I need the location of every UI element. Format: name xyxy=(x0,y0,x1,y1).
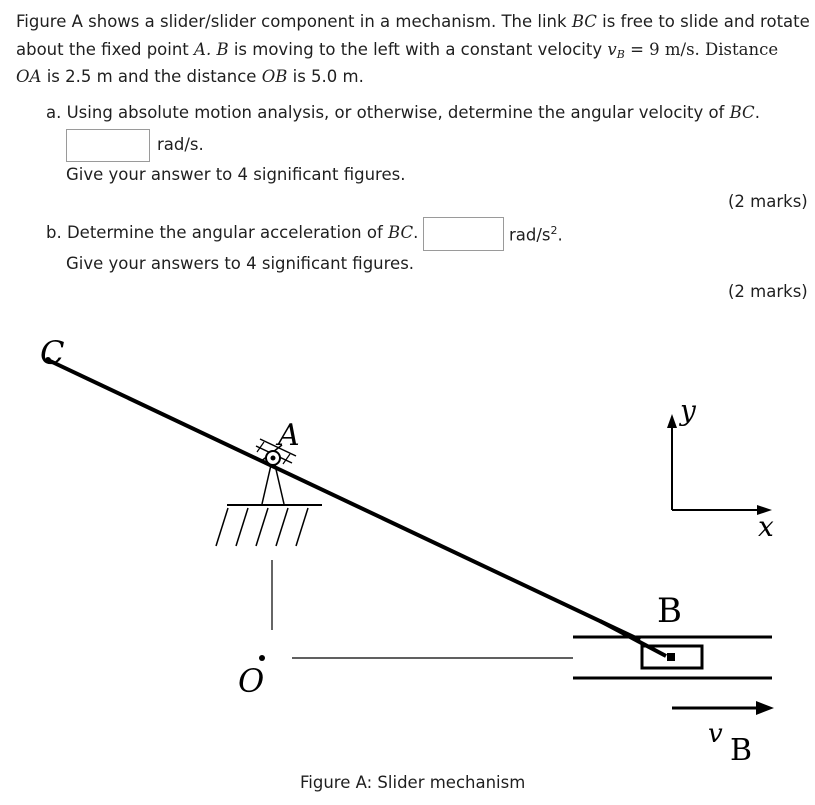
point-a-symbol: A. xyxy=(194,40,212,59)
intro-text-3a: is 2.5 m and the distance xyxy=(46,67,257,86)
distance-ob-symbol: OB xyxy=(261,67,288,86)
velocity-sub: B xyxy=(616,48,625,61)
intro-text-2c: = 9 m/s. Distance xyxy=(630,40,779,59)
part-a-instruction: Give your answer to 4 significant figures. xyxy=(66,165,406,184)
point-o-dot xyxy=(259,655,265,661)
part-b-link-symbol: BC xyxy=(388,223,414,242)
part-a-period: . xyxy=(754,103,760,122)
part-a-unit: rad/s. xyxy=(157,135,204,154)
part-a-marks: (2 marks) xyxy=(728,192,808,211)
part-b-prompt-text: b. Determine the angular acceleration of xyxy=(46,223,383,242)
link-bc xyxy=(48,360,640,640)
label-vb-v: v xyxy=(708,719,723,749)
part-b-instruction: Give your answers to 4 significant figures. xyxy=(66,254,415,273)
part-b-unit-sup: 2 xyxy=(550,224,558,237)
part-a-link-symbol: BC xyxy=(729,103,755,122)
part-b-period: . xyxy=(413,223,419,242)
point-b-symbol: B xyxy=(216,40,229,59)
part-b-unit-end: . xyxy=(557,225,563,245)
link-bc-symbol: BC xyxy=(571,12,597,31)
label-vb-b: B xyxy=(730,733,753,768)
label-b: B xyxy=(657,591,682,631)
intro-text-1: Figure A shows a slider/slider component in a mechanism. The link xyxy=(16,12,567,31)
part-b-marks: (2 marks) xyxy=(728,282,808,301)
part-b-unit-text: rad/s xyxy=(509,225,551,245)
label-x: x xyxy=(758,510,774,543)
figure-caption: Figure A: Slider mechanism xyxy=(300,773,526,792)
intro-text-3b: is 5.0 m. xyxy=(292,67,364,86)
pivot-a xyxy=(216,439,322,546)
part-a-prompt-text: a. Using absolute motion analysis, or otherwise, determine the angular velocity of xyxy=(46,103,725,122)
axes xyxy=(667,414,772,515)
distance-oa-symbol: OA xyxy=(16,67,42,86)
label-a: A xyxy=(278,418,300,453)
intro-text-1b: is free to slide and rotate xyxy=(602,12,810,31)
velocity-arrow xyxy=(672,701,774,715)
intro-text-2b: is moving to the left with a constant velocity xyxy=(233,40,603,59)
label-y: y xyxy=(680,394,696,427)
slider-pin xyxy=(667,653,675,661)
velocity-v: v xyxy=(607,40,617,59)
intro-text-2a: about the fixed point xyxy=(16,40,189,59)
label-c: C xyxy=(40,334,65,372)
label-o: O xyxy=(238,662,265,700)
